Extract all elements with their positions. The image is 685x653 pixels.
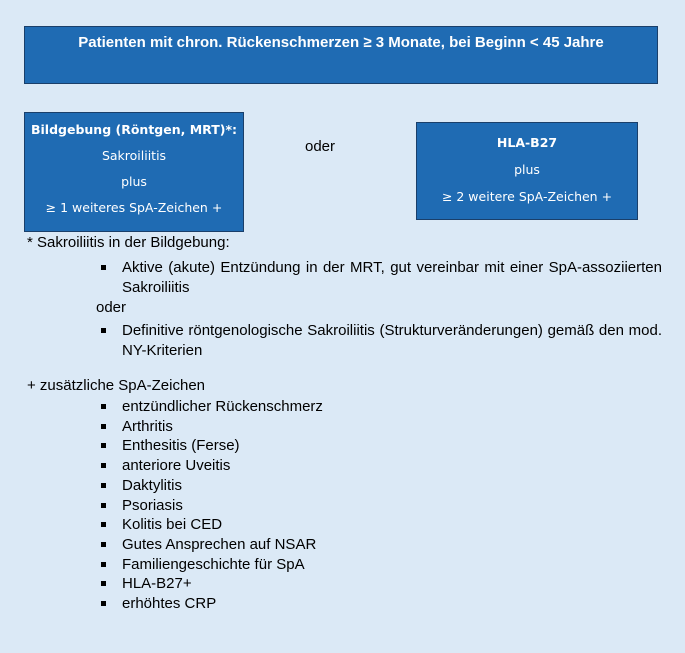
footnote-item-roentgen: Definitive röntgenologische Sakroiliitis (Strukturveränderungen) gemäß den mod. NY-Kriterien (122, 322, 662, 359)
list-item: anteriore Uveitis (122, 456, 323, 476)
inclusion-criteria-box (24, 26, 658, 84)
list-item: Psoriasis (122, 496, 323, 516)
list-item: Arthritis (122, 417, 323, 437)
clinical-arm-line-signs: ≥ 2 weitere SpA-Zeichen + (441, 189, 613, 204)
footnote-item-mrt: Aktive (akute) Entzündung in der MRT, gut vereinbar mit einer SpA-assoziierten Sakroiliitis (122, 259, 662, 296)
list-item: HLA-B27+ (122, 574, 323, 594)
inclusion-criteria-text: Patienten mit chron. Rückenschmerzen ≥ 3 Monate, bei Beginn < 45 Jahre (78, 34, 604, 51)
footnote-connector-oder: oder (96, 299, 127, 316)
clinical-arm-box (416, 122, 638, 220)
imaging-arm-header: Bildgebung (Röntgen, MRT)*: (30, 122, 238, 137)
imaging-arm-line-sakroiliitis: Sakroiliitis (101, 148, 167, 163)
clinical-arm-header: HLA-B27 (496, 135, 558, 150)
clinical-arm-line-plus: plus (514, 162, 540, 177)
list-item: entzündlicher Rückenschmerz (122, 398, 323, 415)
list-item: Gutes Ansprechen auf NSAR (122, 535, 323, 555)
list-item: Kolitis bei CED (122, 515, 323, 535)
imaging-arm-line-signs: ≥ 1 weiteres SpA-Zeichen + (45, 200, 223, 215)
imaging-arm-line-plus: plus (121, 174, 147, 189)
list-item: Familiengeschichte für SpA (122, 555, 323, 575)
list-item: Daktylitis (122, 476, 323, 496)
arm-connector-oder: oder (305, 138, 336, 155)
footnote-heading: * Sakroiliitis in der Bildgebung: (27, 234, 230, 251)
imaging-arm-box (24, 112, 244, 232)
list-item: Enthesitis (Ferse) (122, 436, 323, 456)
signs-list (122, 397, 323, 614)
signs-heading: + zusätzliche SpA-Zeichen (27, 377, 206, 394)
list-item: erhöhtes CRP (122, 594, 323, 614)
